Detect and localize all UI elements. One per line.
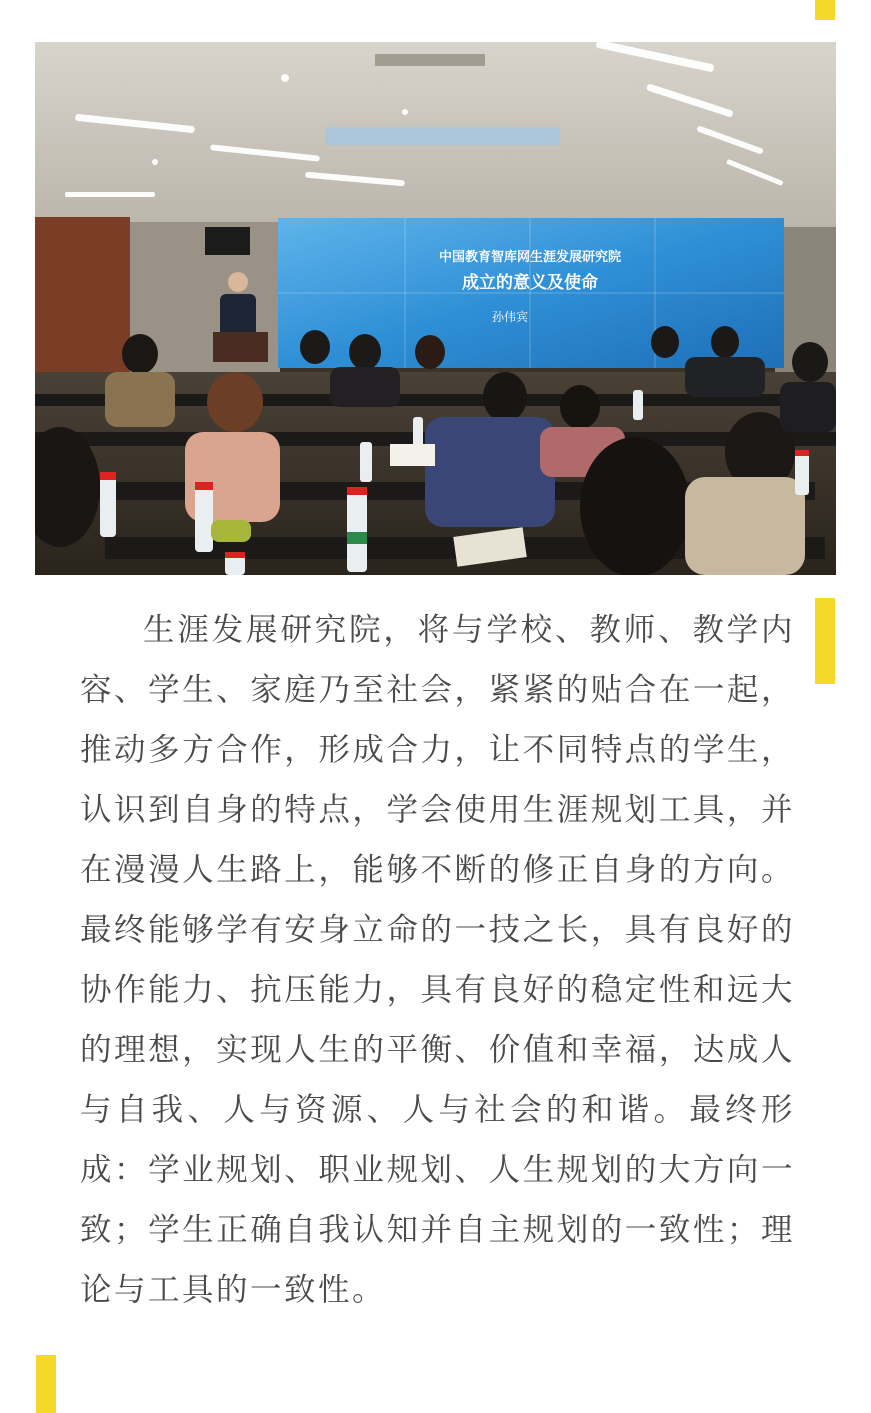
article-paragraph: 生涯发展研究院，将与学校、教师、教学内容、学生、家庭乃至社会，紧紧的贴合在一起，推动多方合作，形成合力，让不同特点的学生，认识到自身的特点，学会使用生涯规划工具，并在漫漫人生路上，能够不断的修正自身的方向。最终能够学有安身立命的一技之长，具有良好的协作能力、抗压能力，具有良好的稳定性和远大的理想，实现人生的平衡、价值和幸福，达成人与自我、人与资源、人与社会的和谐。最终形成：学业规划、职业规划、人生规划的大方向一致；学生正确自我认知并自主规划的一致性；理论与工具的一致性。 [80,612,795,1308]
wood-wall [35,217,130,397]
green-object [211,520,251,542]
accent-bar-right [815,598,835,684]
screen-line-3: 孙伟宾 [491,310,529,324]
accent-bar-top [815,0,835,20]
screen-line-2: 成立的意义及使命 [462,273,598,293]
name-card [390,444,435,466]
screen-line-1: 中国教育智库网生涯发展研究院 [438,250,622,265]
conference-photo [35,42,836,575]
accent-bar-bottom [36,1355,56,1413]
speaker-box [205,227,250,255]
